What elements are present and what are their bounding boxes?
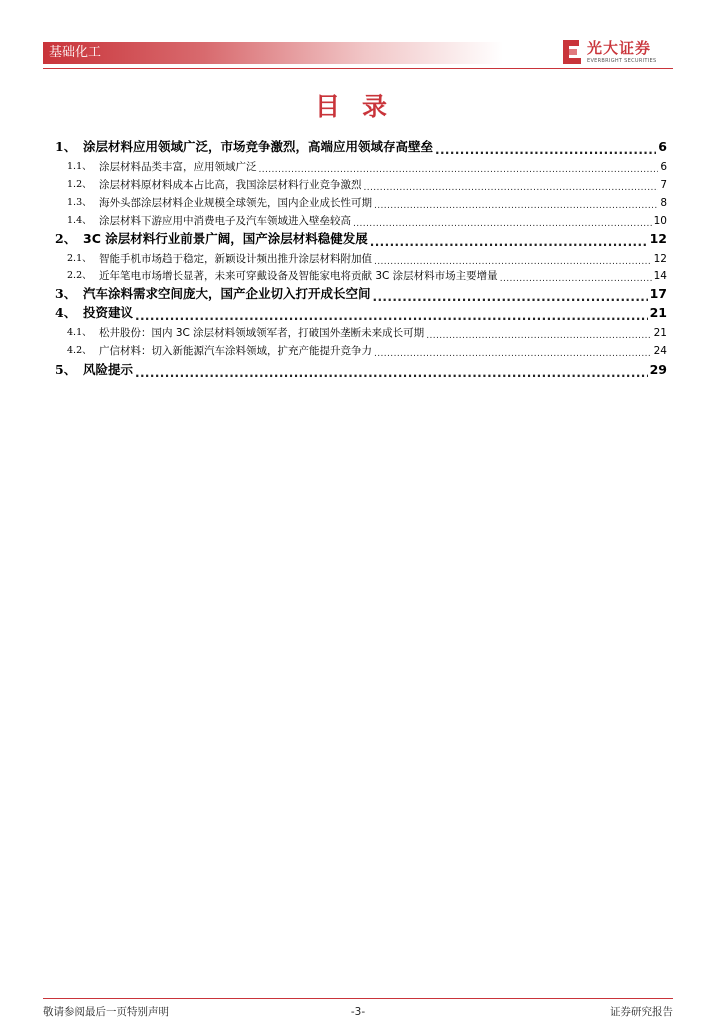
toc-entry[interactable] xyxy=(55,230,667,248)
toc-entry-number: 5、 xyxy=(55,362,77,377)
toc-entry-text: 3C 涂层材料行业前景广阔，国产涂层材料稳健发展 xyxy=(83,231,368,246)
toc-entry[interactable] xyxy=(55,159,667,175)
header-divider xyxy=(43,68,673,69)
toc-entry-text: 松井股份：国内 3C 涂层材料领域领军者，打破国外垄断未来成长可期 xyxy=(99,327,425,339)
toc-dot-leader xyxy=(373,291,648,303)
toc-entry[interactable] xyxy=(55,343,667,359)
toc-entry-number: 1.1、 xyxy=(67,161,92,172)
toc-entry-text: 涂层材料应用领域广泛，市场竞争激烈，高端应用领域存高壁垒 xyxy=(83,139,434,154)
toc-entry-number: 2.2、 xyxy=(67,270,92,281)
toc-dot-leader xyxy=(259,166,659,175)
toc-entry-text: 海外头部涂层材料企业规模全球领先，国内企业成长性可期 xyxy=(99,197,372,209)
toc-entry-page: 12 xyxy=(649,231,667,246)
toc-dot-leader xyxy=(135,310,648,322)
toc-entry-number: 1.3、 xyxy=(67,197,92,208)
logo-mark-icon xyxy=(563,40,581,64)
toc-entry-page: 17 xyxy=(649,286,667,301)
toc-entry-number: 2、 xyxy=(55,231,77,246)
toc-entry-text: 近年笔电市场增长显著，未来可穿戴设备及智能家电将贡献 3C 涂层材料市场主要增量 xyxy=(99,270,498,282)
toc-entry-page: 29 xyxy=(649,362,667,377)
toc-entry-number: 3、 xyxy=(55,286,77,301)
toc-dot-leader xyxy=(135,367,648,379)
toc-dot-leader xyxy=(500,275,652,284)
toc-dot-leader xyxy=(370,236,648,248)
toc-entry-text: 投资建议 xyxy=(83,305,134,320)
toc-dot-leader xyxy=(426,332,651,341)
toc-dot-leader xyxy=(353,220,652,229)
page-footer xyxy=(43,1004,673,1020)
toc-entry[interactable] xyxy=(55,325,667,341)
toc-dot-leader xyxy=(374,202,658,211)
toc-entry[interactable] xyxy=(55,361,667,379)
toc-entry-number: 1、 xyxy=(55,139,77,154)
toc-entry-text: 广信材料：切入新能源汽车涂料领域，扩充产能提升竞争力 xyxy=(99,345,372,357)
toc-entry[interactable] xyxy=(55,251,667,267)
toc-entry-page: 21 xyxy=(649,305,667,320)
disclaimer-note: 敬请参阅最后一页特别声明 xyxy=(43,1006,169,1018)
toc-entry-page: 24 xyxy=(653,345,667,357)
toc-entry-page: 10 xyxy=(653,215,667,227)
toc-entry[interactable] xyxy=(55,268,667,284)
company-logo xyxy=(563,38,673,68)
logo-english-name: EVERBRIGHT SECURITIES xyxy=(587,58,657,64)
toc-entry-text: 涂层材料原材料成本占比高，我国涂层材料行业竞争激烈 xyxy=(99,179,362,191)
toc-entry-number: 4、 xyxy=(55,305,77,320)
toc-dot-leader xyxy=(374,258,652,267)
toc-entry-text: 智能手机市场趋于稳定，新颖设计频出推升涂层材料附加值 xyxy=(99,253,372,265)
toc-entry-text: 汽车涂料需求空间庞大，国产企业切入打开成长空间 xyxy=(83,286,371,301)
toc-entry-number: 1.4、 xyxy=(67,215,92,226)
toc-entry[interactable] xyxy=(55,285,667,303)
toc-entry-number: 1.2、 xyxy=(67,179,92,190)
toc-dot-leader xyxy=(435,144,656,156)
page-header xyxy=(43,38,673,70)
toc-entry-page: 7 xyxy=(660,179,667,191)
toc-entry-text: 涂层材料下游应用中消费电子及汽车领域进入壁垒较高 xyxy=(99,215,351,227)
page-number: -3- xyxy=(350,1006,366,1018)
toc-entry[interactable] xyxy=(55,177,667,193)
toc-entry-page: 6 xyxy=(658,139,667,154)
footer-divider xyxy=(43,998,673,999)
section-tag-label: 基础化工 xyxy=(49,45,102,60)
toc-entry-number: 4.2、 xyxy=(67,345,92,356)
toc-entry[interactable] xyxy=(55,195,667,211)
toc-entry-number: 4.1、 xyxy=(67,327,92,338)
toc-entry-page: 12 xyxy=(653,253,667,265)
toc-entry-page: 14 xyxy=(653,270,667,282)
toc-entry-page: 21 xyxy=(653,327,667,339)
report-type: 证券研究报告 xyxy=(610,1006,673,1018)
toc-entry[interactable] xyxy=(55,138,667,156)
toc-dot-leader xyxy=(364,184,659,193)
toc-entry-page: 6 xyxy=(660,161,667,173)
logo-chinese-name: 光大证券 xyxy=(587,39,652,57)
toc-title: 目录 xyxy=(314,92,409,121)
toc-dot-leader xyxy=(374,350,652,359)
toc-entry[interactable] xyxy=(55,213,667,229)
toc-entry-text: 风险提示 xyxy=(83,362,134,377)
toc-entry-text: 涂层材料品类丰富，应用领域广泛 xyxy=(99,161,257,173)
toc-entry-number: 2.1、 xyxy=(67,253,92,264)
section-tag xyxy=(43,42,503,64)
toc-entry-page: 8 xyxy=(660,197,667,209)
toc-entry[interactable] xyxy=(55,304,667,322)
